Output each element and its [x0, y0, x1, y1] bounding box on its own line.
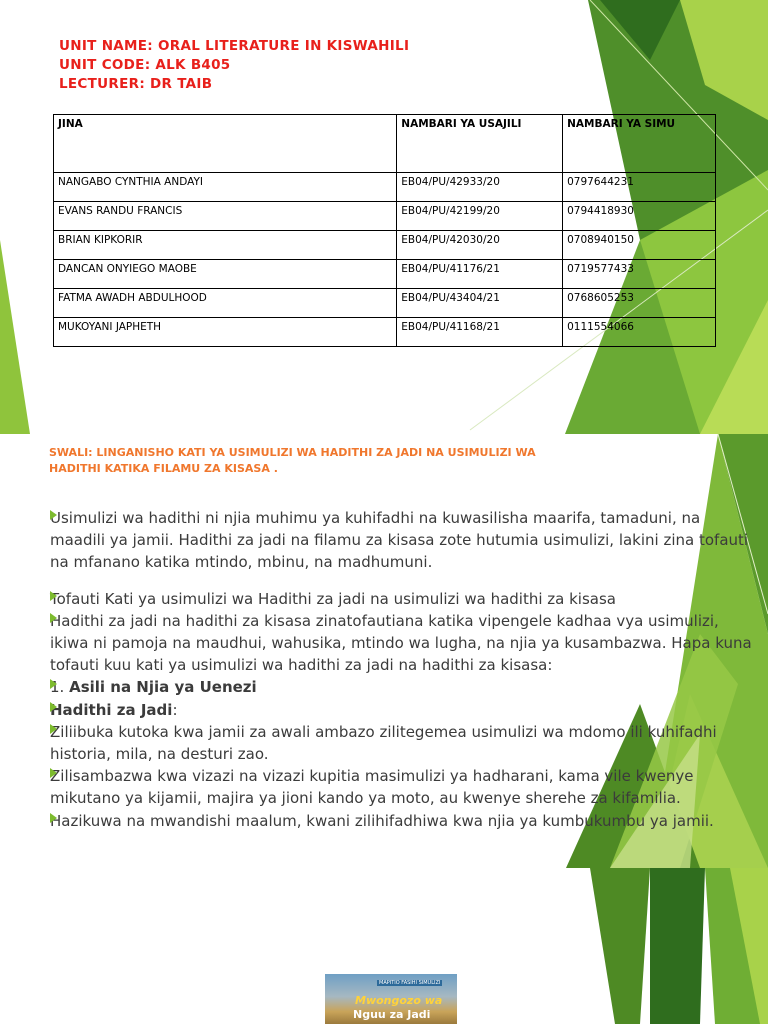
student-name: EVANS RANDU FRANCIS — [54, 202, 397, 231]
table-row — [54, 260, 716, 289]
slide-3 — [0, 868, 768, 1024]
student-name: FATMA AWADH ABDULHOOD — [54, 289, 397, 318]
bullet-text: Hadithi za jadi na hadithi za kisasa zinatofautiana katika vipengele kadhaa vya usimulizi, ikiwa ni pamoja na maudhui, wahusika, mtindo wa lugha, na njia ya kusambazwa. Hapa kuna tofauti kuu kati ya usimulizi wa hadithi za jadi na hadithi za kisasa: — [50, 611, 752, 675]
thumbnail-title-line-1: Mwongozo wa — [355, 994, 443, 1007]
student-name: MUKOYANI JAPHETH — [54, 318, 397, 347]
unit-code: UNIT CODE: ALK B405 — [59, 57, 231, 73]
bullet-text: Zilisambazwa kwa vizazi na vizazi kupitia masimulizi ya hadharani, kama vile kwenye mikutano ya kijamii, majira ya jioni kando ya moto, au kwenye sherehe za kifamilia. — [50, 767, 694, 808]
student-name: NANGABO CYNTHIA ANDAYI — [54, 173, 397, 202]
phone-number: 0111554066 — [563, 318, 716, 347]
registration-number: EB04/PU/43404/21 — [397, 289, 563, 318]
slide-2 — [0, 434, 768, 868]
bullet-item — [50, 765, 758, 809]
table-row — [54, 173, 716, 202]
intro-paragraph — [50, 507, 758, 574]
subheading-colon: : — [172, 700, 178, 719]
bullet-item — [50, 721, 758, 765]
table-row — [54, 318, 716, 347]
question-heading: SWALI: LINGANISHO KATI YA USIMULIZI WA HADITHI ZA JADI NA USIMULIZI WA HADITHI KATIKA FILAMU ZA KISASA . — [49, 446, 536, 475]
registration-number: EB04/PU/42030/20 — [397, 231, 563, 260]
bullet-item — [50, 610, 758, 677]
bullet-text: Tofauti Kati ya usimulizi wa Hadithi za jadi na usimulizi wa hadithi za kisasa — [50, 589, 616, 608]
registration-number: EB04/PU/41168/21 — [397, 318, 563, 347]
bullet-text: Hazikuwa na mwandishi maalum, kwani zilihifadhiwa kwa njia ya kumbukumbu ya jamii. — [50, 811, 714, 830]
book-cover-thumbnail — [325, 974, 457, 1024]
bullet-item — [50, 810, 758, 832]
registration-number: EB04/PU/42199/20 — [397, 202, 563, 231]
student-name: DANCAN ONYIEGO MAOBE — [54, 260, 397, 289]
unit-header — [59, 37, 409, 94]
column-header-name: JINA — [54, 115, 397, 173]
bullet-arrow-icon — [50, 768, 57, 778]
phone-number: 0708940150 — [563, 231, 716, 260]
phone-number: 0797644231 — [563, 173, 716, 202]
bullet-arrow-icon — [50, 724, 57, 734]
lecturer: LECTURER: DR TAIB — [59, 76, 213, 92]
paragraph-gap — [50, 574, 758, 588]
bullet-arrow-icon — [50, 813, 57, 823]
registration-number: EB04/PU/42933/20 — [397, 173, 563, 202]
bullet-text: Ziliibuka kutoka kwa jamii za awali ambazo zilitegemea usimulizi wa mdomo ili kuhifadhi historia, mila, na desturi zao. — [50, 722, 717, 764]
column-header-phone: NAMBARI YA SIMU — [563, 115, 716, 173]
slide-1 — [0, 0, 768, 434]
subheading — [50, 699, 758, 721]
section-heading — [50, 676, 758, 698]
bullet-arrow-icon — [50, 591, 57, 601]
bullet-arrow-icon — [50, 702, 57, 712]
table-header-row — [54, 115, 716, 173]
column-header-registration: NAMBARI YA USAJILI — [397, 115, 563, 173]
phone-number: 0768605253 — [563, 289, 716, 318]
bullet-arrow-icon — [50, 510, 57, 520]
slide-body — [50, 507, 758, 832]
section-number: 1. — [50, 678, 65, 697]
phone-number: 0794418930 — [563, 202, 716, 231]
bullet-arrow-icon — [50, 613, 57, 623]
table-row — [54, 202, 716, 231]
bullet-item — [50, 588, 758, 610]
phone-number: 0719577433 — [563, 260, 716, 289]
unit-name: UNIT NAME: ORAL LITERATURE IN KISWAHILI — [59, 38, 410, 54]
registration-number: EB04/PU/41176/21 — [397, 260, 563, 289]
table-row — [54, 231, 716, 260]
section-title: Asili na Njia ya Uenezi — [69, 678, 257, 697]
table-row — [54, 289, 716, 318]
subheading-title: Hadithi za Jadi — [50, 700, 173, 719]
student-name: BRIAN KIPKORIR — [54, 231, 397, 260]
thumbnail-title-line-2: Nguu za Jadi — [353, 1008, 431, 1021]
thumbnail-caption: MAPITIO FASIHI SIMULIZI — [379, 980, 441, 986]
intro-text: Usimulizi wa hadithi ni njia muhimu ya kuhifadhi na kuwasilisha maarifa, tamaduni, na maadili ya jamii. Hadithi za jadi na filamu za kisasa zote hutumia usimulizi, lakini zina tofauti na mfanano katika mtindo, mbinu, na madhumuni. — [50, 509, 749, 572]
bullet-arrow-icon — [50, 679, 57, 689]
students-table — [53, 114, 716, 347]
